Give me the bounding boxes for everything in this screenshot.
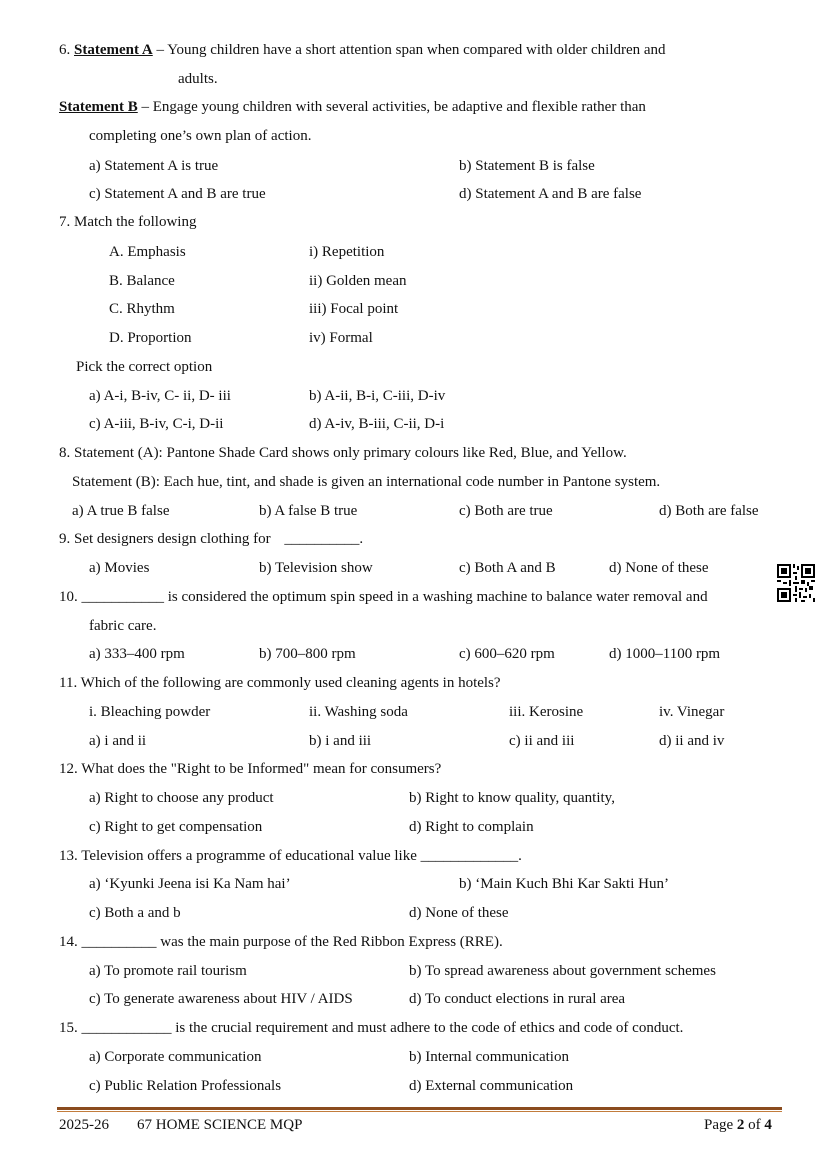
q7-left-d: D. Proportion xyxy=(109,330,192,346)
q15-option-c: c) Public Relation Professionals xyxy=(89,1078,282,1094)
q7-right-iv: iv) Formal xyxy=(309,330,373,346)
q15-option-b: b) Internal communication xyxy=(409,1049,569,1065)
q6-statement-b: Statement B – Engage young children with several activities, be adaptive and flexible rather than xyxy=(59,99,646,115)
q12-title: 12. What does the "Right to be Informed" mean for consumers? xyxy=(59,761,442,777)
q6-option-c: c) Statement A and B are true xyxy=(89,186,266,202)
q11-option-c: c) ii and iii xyxy=(509,733,575,749)
q9-option-d: d) None of these xyxy=(609,560,709,576)
q9-option-c: c) Both A and B xyxy=(459,560,556,576)
q8-option-c: c) Both are true xyxy=(459,503,553,519)
q7-right-ii: ii) Golden mean xyxy=(309,273,407,289)
q15-title: 15. ____________ is the crucial requirement and must adhere to the code of ethics and code of conduct. xyxy=(59,1020,684,1036)
q7-pick: Pick the correct option xyxy=(76,359,213,375)
q10-option-b: b) 700–800 rpm xyxy=(259,646,356,662)
q9-option-a: a) Movies xyxy=(89,560,150,576)
q13-option-c: c) Both a and b xyxy=(89,905,181,921)
q6-statement-b-cont: completing one’s own plan of action. xyxy=(89,128,312,144)
q10-option-d: d) 1000–1100 rpm xyxy=(609,646,721,662)
q14-option-c: c) To generate awareness about HIV / AIDS xyxy=(89,991,353,1007)
q10-option-a: a) 333–400 rpm xyxy=(89,646,185,662)
q11-item-i: i. Bleaching powder xyxy=(89,704,211,720)
q11-item-ii: ii. Washing soda xyxy=(309,704,408,720)
q11-option-d: d) ii and iv xyxy=(659,733,725,749)
footer-year: 2025-26 xyxy=(59,1117,109,1133)
q8-option-b: b) A false B true xyxy=(259,503,358,519)
q8-statement-a: 8. Statement (A): Pantone Shade Card shows only primary colours like Red, Blue, and Yellow. xyxy=(59,445,627,461)
q13-option-b: b) ‘Main Kuch Bhi Kar Sakti Hun’ xyxy=(459,876,669,892)
q8-statement-b: Statement (B): Each hue, tint, and shade is given an international code number in Pantone system. xyxy=(72,474,661,490)
q6-option-d: d) Statement A and B are false xyxy=(459,186,642,202)
footer-rule-light xyxy=(57,1111,782,1112)
q11-item-iii: iii. Kerosine xyxy=(509,704,584,720)
q7-option-d: d) A-iv, B-iii, C-ii, D-i xyxy=(309,416,445,432)
q14-title: 14. __________ was the main purpose of the Red Ribbon Express (RRE). xyxy=(59,934,503,950)
q7-option-b: b) A-ii, B-i, C-iii, D-iv xyxy=(309,388,446,404)
q9-blank: __________. xyxy=(284,531,364,547)
footer-rule xyxy=(57,1107,782,1110)
q14-option-b: b) To spread awareness about government schemes xyxy=(409,963,716,979)
q14-option-d: d) To conduct elections in rural area xyxy=(409,991,626,1007)
q12-option-a: a) Right to choose any product xyxy=(89,790,274,806)
q10-title-cont: fabric care. xyxy=(89,618,157,634)
q10-option-c: c) 600–620 rpm xyxy=(459,646,555,662)
q6-label-b: Statement B xyxy=(59,99,138,115)
q12-option-b: b) Right to know quality, quantity, xyxy=(409,790,615,806)
q11-title: 11. Which of the following are commonly used cleaning agents in hotels? xyxy=(59,675,501,691)
q7-right-iii: iii) Focal point xyxy=(309,301,399,317)
q6-option-a: a) Statement A is true xyxy=(89,158,219,174)
q11-option-a: a) i and ii xyxy=(89,733,147,749)
q7-left-c: C. Rhythm xyxy=(109,301,175,317)
q6-option-b: b) Statement B is false xyxy=(459,158,595,174)
q9-title: 9. Set designers design clothing for __________. xyxy=(59,531,364,547)
q8-option-a: a) A true B false xyxy=(72,503,170,519)
q6-label-a: Statement A xyxy=(74,42,153,58)
q13-title: 13. Television offers a programme of educational value like _____________. xyxy=(59,848,522,864)
q14-option-a: a) To promote rail tourism xyxy=(89,963,247,979)
q7-left-b: B. Balance xyxy=(109,273,175,289)
q13-option-d: d) None of these xyxy=(409,905,509,921)
q15-option-d: d) External communication xyxy=(409,1078,574,1094)
q7-right-i: i) Repetition xyxy=(309,244,385,260)
q6-statement-a: 6. Statement A – Young children have a short attention span when compared with older children and xyxy=(59,42,666,58)
q7-option-c: c) A-iii, B-iv, C-i, D-ii xyxy=(89,416,224,432)
footer-page-number: Page 2 of 4 xyxy=(704,1117,772,1133)
q9-option-b: b) Television show xyxy=(259,560,373,576)
q11-option-b: b) i and iii xyxy=(309,733,372,749)
qr-code-icon xyxy=(777,564,815,602)
q11-item-iv: iv. Vinegar xyxy=(659,704,725,720)
q12-option-c: c) Right to get compensation xyxy=(89,819,263,835)
q6-statement-a-cont: adults. xyxy=(178,71,218,87)
q7-title: 7. Match the following xyxy=(59,214,197,230)
q8-option-d: d) Both are false xyxy=(659,503,759,519)
q7-left-a: A. Emphasis xyxy=(109,244,186,260)
q12-option-d: d) Right to complain xyxy=(409,819,534,835)
footer-subject: 67 HOME SCIENCE MQP xyxy=(137,1117,303,1133)
q10-title: 10. ___________ is considered the optimum spin speed in a washing machine to balance water removal and xyxy=(59,589,708,605)
q15-option-a: a) Corporate communication xyxy=(89,1049,262,1065)
q13-option-a: a) ‘Kyunki Jeena isi Ka Nam hai’ xyxy=(89,876,291,892)
q7-option-a: a) A-i, B-iv, C- ii, D- iii xyxy=(89,388,231,404)
